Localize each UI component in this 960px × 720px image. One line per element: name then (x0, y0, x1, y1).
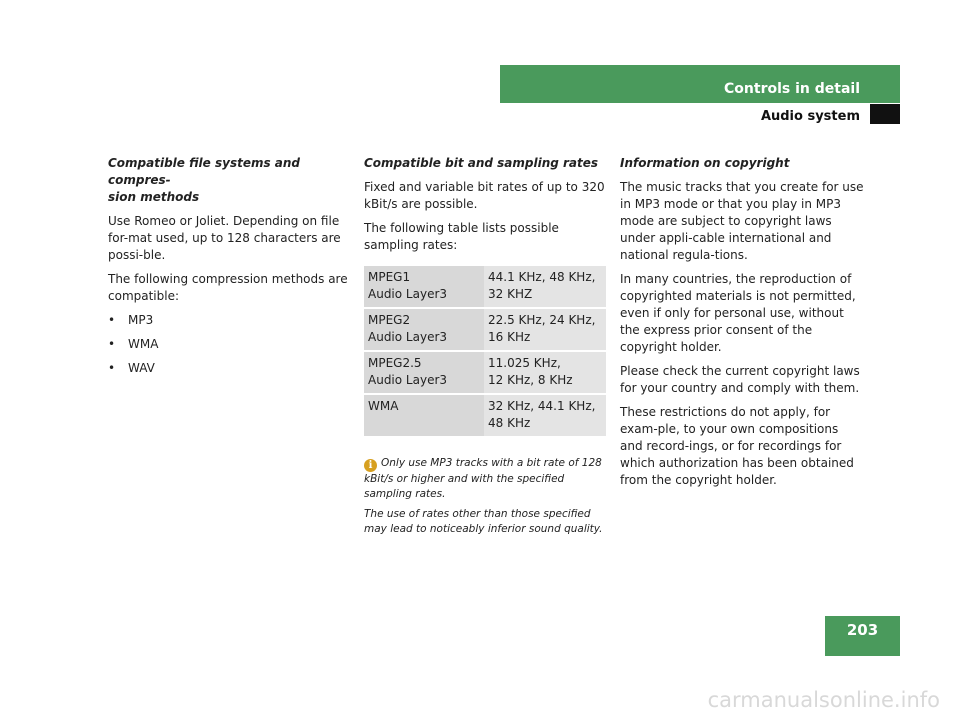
copyright-heading: Information on copyright (620, 156, 790, 170)
sampling-intro: The following table lists possible sampling rates: (364, 221, 559, 252)
column-bit-rates (364, 155, 608, 542)
compression-list (108, 312, 352, 377)
section-title: Controls in detail (724, 81, 860, 97)
column-file-systems (108, 155, 352, 384)
sampling-rates-table (364, 264, 606, 438)
file-systems-paragraph: Use Romeo or Joliet. Depending on file for-mat used, up to 128 characters are possi-ble. (108, 214, 341, 262)
list-item: • WMA (108, 337, 159, 351)
compression-intro: The following compression methods are compatible: (108, 272, 348, 303)
page-number: 203 (825, 616, 900, 656)
copyright-paragraph: These restrictions do not apply, for exam-ple, to your own compositions and record-ings, or for recordings for which authorization has been obtained from the copyright holder. (620, 405, 854, 487)
bit-rates-heading: Compatible bit and sampling rates (364, 156, 599, 170)
list-item: • MP3 (108, 313, 154, 327)
section-subtitle: Audio system (760, 109, 860, 124)
copyright-paragraph: In many countries, the reproduction of copyrighted materials is not permitted, even if only for personal use, without the express prior consent of the copyright holder. (620, 272, 856, 354)
header-marker (870, 104, 900, 124)
note-text: The use of rates other than those specified may lead to noticeably inferior sound quality. (364, 508, 603, 535)
copyright-paragraph: The music tracks that you create for use in MP3 mode or that you play in MP3 mode are subject to copyright laws under appli-cable international and national regula-tions. (620, 180, 864, 262)
table-row: MPEG2.5 Audio Layer3 11.025 KHz, 12 KHz, 8 KHz (364, 352, 606, 393)
file-systems-heading: Compatible file systems and compres- sion methods (108, 156, 301, 204)
table-row: WMA 32 KHz, 44.1 KHz, 48 KHz (364, 395, 606, 436)
column-copyright (620, 155, 864, 496)
list-item: • WAV (108, 361, 155, 375)
copyright-paragraph: Please check the current copyright laws for your country and comply with them. (620, 364, 860, 395)
table-row: MPEG1 Audio Layer3 44.1 KHz, 48 KHz, 32 KHZ (364, 266, 606, 307)
info-icon: i (364, 459, 377, 472)
watermark-footer: carmanualsonline.info (707, 688, 940, 712)
note-text: Only use MP3 tracks with a bit rate of 128 kBit/s or higher and with the specified sampling rates. (364, 457, 602, 500)
table-row: MPEG2 Audio Layer3 22.5 KHz, 24 KHz, 16 KHz (364, 309, 606, 350)
bit-rates-paragraph: Fixed and variable bit rates of up to 320 kBit/s are possible. (364, 180, 605, 211)
info-note (364, 456, 608, 537)
header-band (500, 65, 900, 103)
